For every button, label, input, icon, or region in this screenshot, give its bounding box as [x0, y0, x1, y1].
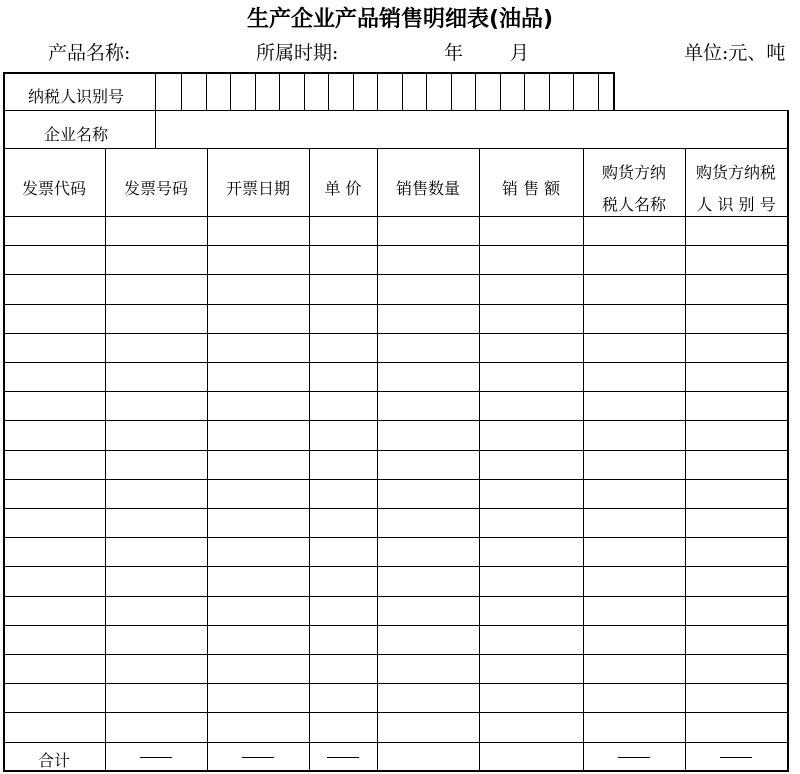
table-rule: [583, 148, 584, 772]
table-rule: [500, 72, 501, 110]
table-rule: [3, 304, 787, 305]
table-rule: [451, 72, 452, 110]
table-rule: [573, 72, 574, 110]
col-invoice-date: 开票日期: [225, 179, 290, 198]
table-rule: [377, 72, 378, 110]
table-rule: [3, 110, 787, 111]
col-buyer-id-line2: 人 识 别 号: [696, 195, 776, 214]
table-rule: [613, 72, 615, 110]
company-name-label: 企业名称: [44, 125, 109, 144]
table-rule: [3, 596, 787, 597]
table-rule: [479, 148, 480, 772]
total-dash: [327, 757, 359, 758]
col-invoice-code: 发票代码: [21, 179, 86, 198]
table-rule: [3, 770, 787, 772]
col-unit-price: 单 价: [324, 179, 362, 198]
table-rule: [328, 72, 329, 110]
taxpayer-id-label: 纳税人识别号: [28, 87, 125, 106]
table-rule: [3, 72, 5, 772]
col-invoice-number: 发票号码: [123, 179, 188, 198]
table-rule: [155, 72, 156, 148]
table-rule: [255, 72, 256, 110]
col-buyer-name-line1: 购货方纳: [601, 163, 666, 182]
table-rule: [181, 72, 182, 110]
table-rule: [475, 72, 476, 110]
unit-label: 单位:元、吨: [684, 42, 786, 64]
table-rule: [279, 72, 280, 110]
table-rule: [3, 216, 787, 217]
month-label: 月: [510, 42, 530, 64]
table-rule: [3, 566, 787, 567]
table-rule: [230, 72, 231, 110]
table-rule: [3, 537, 787, 538]
table-rule: [304, 72, 305, 110]
table-rule: [3, 479, 787, 480]
total-dash: [720, 757, 752, 758]
col-sales-quantity: 销售数量: [395, 179, 460, 198]
col-buyer-name-line2: 税人名称: [601, 195, 666, 214]
table-rule: [3, 72, 614, 74]
year-label: 年: [444, 42, 464, 64]
table-rule: [3, 420, 787, 421]
period-label: 所属时期:: [256, 42, 339, 64]
table-rule: [3, 333, 787, 334]
table-rule: [524, 72, 525, 110]
table-rule: [3, 683, 787, 684]
table-rule: [3, 654, 787, 655]
table-rule: [3, 742, 787, 743]
total-dash: [140, 757, 172, 758]
table-rule: [353, 72, 354, 110]
table-rule: [787, 110, 789, 772]
table-rule: [3, 450, 787, 451]
table-rule: [206, 72, 207, 110]
table-rule: [3, 148, 787, 149]
table-rule: [3, 625, 787, 626]
table-rule: [598, 72, 599, 110]
table-rule: [685, 148, 686, 772]
table-rule: [402, 72, 403, 110]
table-rule: [3, 274, 787, 275]
table-rule: [377, 148, 378, 772]
product-name-label: 产品名称:: [48, 42, 131, 64]
table-rule: [207, 148, 208, 772]
table-rule: [309, 148, 310, 772]
col-buyer-id-line1: 购货方纳税: [695, 163, 776, 182]
table-rule: [426, 72, 427, 110]
table-rule: [549, 72, 550, 110]
table-rule: [105, 148, 106, 772]
table-rule: [3, 362, 787, 363]
table-rule: [3, 391, 787, 392]
table-rule: [3, 245, 787, 246]
table-rule: [3, 712, 787, 713]
total-label: 合计: [37, 751, 70, 770]
col-sales-amount: 销 售 额: [501, 179, 561, 198]
table-rule: [3, 508, 787, 509]
total-dash: [242, 757, 274, 758]
total-dash: [618, 757, 650, 758]
page-title: 生产企业产品销售明细表(油品): [246, 7, 554, 32]
